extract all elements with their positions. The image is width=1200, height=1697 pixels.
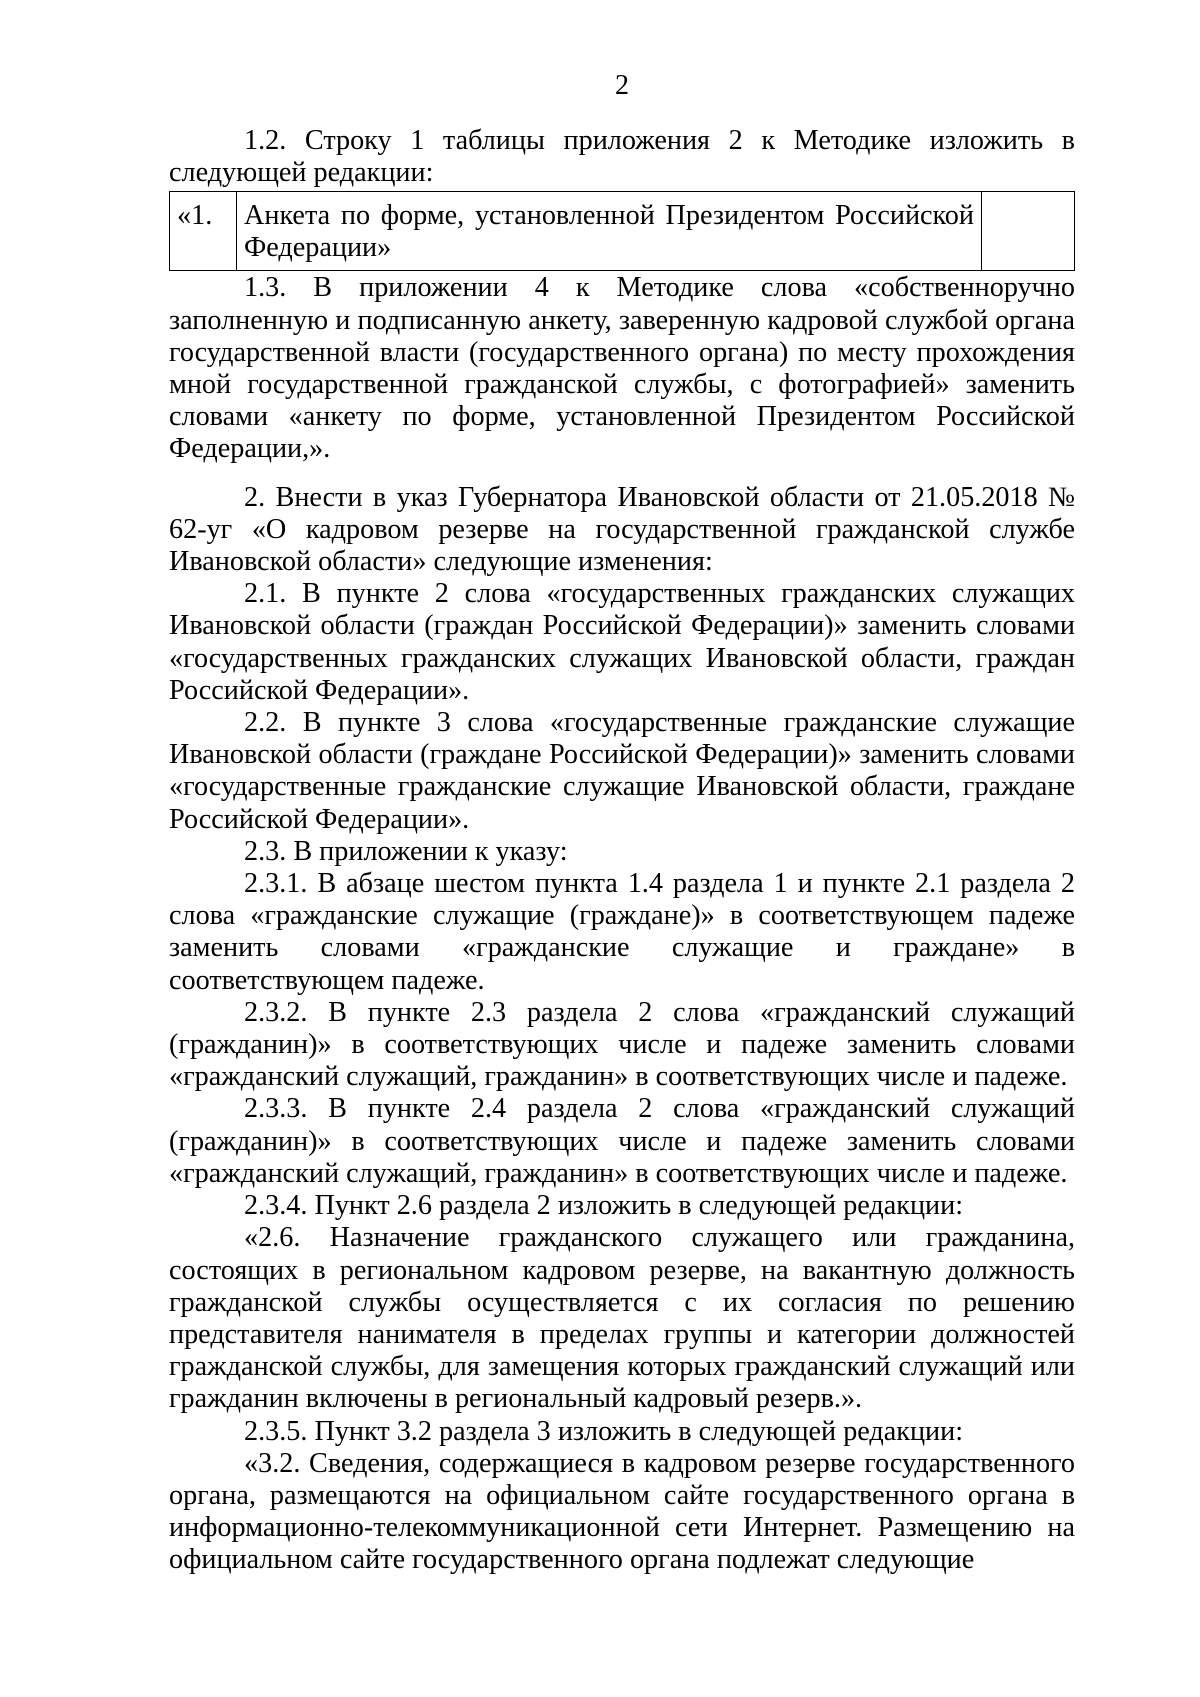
table-cell-number: «1.: [170, 192, 237, 271]
paragraph-2-3-2: 2.3.2. В пункте 2.3 раздела 2 слова «гражданский служащий (гражданин)» в соответствующих числе и падеже заменить словами «гражданский служащий, гражданин» в соответствующих числе и падеже.: [169, 996, 1075, 1093]
page-number: 2: [615, 70, 629, 101]
paragraph-2-2: 2.2. В пункте 3 слова «государственные гражданские служащие Ивановской области (граждане Российской Федерации)» заменить словами «государственные гражданские служащие Ивановской области, граждане Российской Федерации».: [169, 707, 1075, 835]
paragraph-2: 2. Внести в указ Губернатора Ивановской области от 21.05.2018 № 62-уг «О кадровом резерве на государственной гражданской службе Ивановской области» следующие изменения:: [169, 481, 1075, 578]
paragraph-quote-3-2: «3.2. Сведения, содержащиеся в кадровом резерве государственного органа, размещаются на официальном сайте государственного органа в информационно-телекоммуникационной сети Интернет. Размещению на официальном сайте государственного органа подлежат следующие: [169, 1447, 1075, 1576]
table-cell-empty: [982, 192, 1075, 271]
document-body: [169, 125, 1075, 1577]
amendment-table: [169, 191, 1075, 271]
paragraph-1-2: 1.2. Строку 1 таблицы приложения 2 к Методике изложить в следующей редакции:: [169, 125, 1075, 189]
paragraph-2-3: 2.3. В приложении к указу:: [244, 835, 568, 867]
paragraph-quote-2-6: «2.6. Назначение гражданского служащего или гражданина, состоящих в региональном кадровом резерве, на вакантную должность гражданской службы осуществляется с их согласия по решению представителя нанимателя в пределах группы и категории должностей гражданской службы, для замещения которых гражданский служащий или гражданин включены в региональный кадровый резерв.».: [169, 1222, 1075, 1415]
table-row: [170, 192, 1075, 271]
paragraph-2-1: 2.1. В пункте 2 слова «государственных гражданских служащих Ивановской области (граждан Российской Федерации)» заменить словами «государственных гражданских служащих Ивановской области, граждан Российской Федерации».: [169, 578, 1075, 706]
table-cell-text: Анкета по форме, установленной Президентом Российской Федерации»: [237, 192, 982, 271]
paragraph-1-3: 1.3. В приложении 4 к Методике слова «собственноручно заполненную и подписанную анкету, заверенную кадровой службой органа государственной власти (государственного органа) по месту прохождения мной государственной гражданской службы, с фотографией» заменить словами «анкету по форме, установленной Президентом Российской Федерации,».: [169, 272, 1075, 465]
paragraph-2-3-3: 2.3.3. В пункте 2.4 раздела 2 слова «гражданский служащий (гражданин)» в соответствующих числе и падеже заменить словами «гражданский служащий, гражданин» в соответствующих числе и падеже.: [169, 1093, 1075, 1189]
paragraph-2-3-1: 2.3.1. В абзаце шестом пункта 1.4 раздела 1 и пункте 2.1 раздела 2 слова «гражданские служащие (граждане)» в соответствующем падеже заменить словами «гражданские служащие и граждане» в соответствующем падеже.: [169, 868, 1075, 996]
paragraph-2-3-5: 2.3.5. Пункт 3.2 раздела 3 изложить в следующей редакции:: [244, 1415, 964, 1447]
paragraph-2-3-4: 2.3.4. Пункт 2.6 раздела 2 изложить в следующей редакции:: [244, 1190, 964, 1222]
